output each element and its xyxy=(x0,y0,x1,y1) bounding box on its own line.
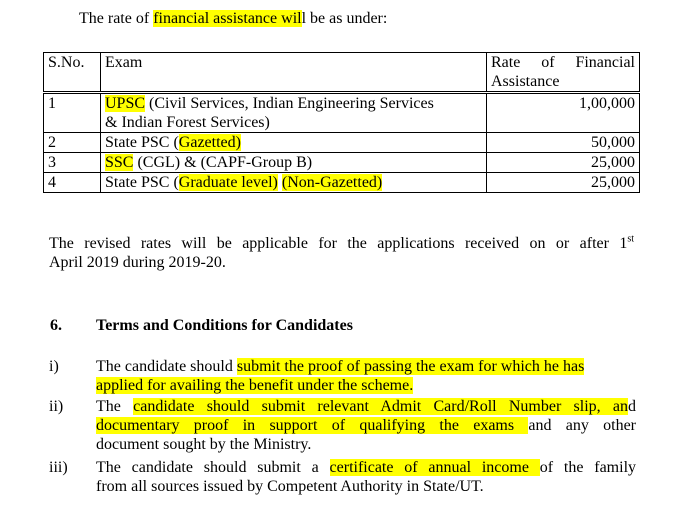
item-body xyxy=(96,458,636,496)
item-text: d xyxy=(628,398,637,415)
header-sno: S.No. xyxy=(44,53,101,93)
item-line xyxy=(96,416,636,435)
table-row xyxy=(44,173,640,193)
table-header-row xyxy=(44,53,640,93)
item-line xyxy=(96,376,636,395)
item-line: from all sources issued by Competent Authority in State/UT. xyxy=(96,478,484,495)
item-text: The xyxy=(96,398,134,415)
intro-text-before: The rate of xyxy=(79,10,154,27)
row-sno: 1 xyxy=(44,93,101,133)
item-line: document sought by the Ministry. xyxy=(96,436,312,453)
item-number: iii) xyxy=(49,459,68,476)
row-exam xyxy=(101,153,487,173)
row-sno: 2 xyxy=(44,133,101,153)
row-exam xyxy=(101,133,487,153)
item-number: i) xyxy=(49,358,59,375)
exam-text-line2: & Indian Forest Services) xyxy=(105,114,270,131)
revised-line-2: April 2019 during 2019-20. xyxy=(49,254,226,271)
intro-highlight: financial assistance wil xyxy=(153,10,302,27)
item-highlight: applied for availing the benefit under the scheme. xyxy=(96,377,414,394)
section-title: Terms and Conditions for Candidates xyxy=(96,317,353,334)
item-text: The candidate should submit a xyxy=(96,459,330,476)
item-line xyxy=(96,357,636,376)
revised-line-1 xyxy=(49,234,634,253)
table-row xyxy=(44,133,640,153)
item-line xyxy=(96,458,636,477)
item-body xyxy=(96,397,636,454)
table-row xyxy=(44,153,640,173)
row-exam xyxy=(101,93,487,133)
row-rate: 50,000 xyxy=(487,133,640,153)
header-rate: Rate of Financial Assistance xyxy=(487,53,640,93)
item-line xyxy=(96,397,636,416)
item-text: The candidate should xyxy=(96,358,237,375)
intro-sentence xyxy=(79,9,387,28)
exam-highlight: SSC xyxy=(105,154,134,171)
exam-text: State PSC ( xyxy=(105,134,179,151)
intro-text-after: l be as under: xyxy=(301,10,388,27)
row-sno: 4 xyxy=(44,173,101,193)
revised-text: The revised rates will be applicable for the applications received on or after 1 xyxy=(49,235,628,252)
item-highlight: certificate of annual income xyxy=(329,459,540,476)
row-rate: 25,000 xyxy=(487,153,640,173)
item-text: and any other xyxy=(528,417,637,434)
exam-highlight: Graduate level) xyxy=(178,174,278,191)
exam-highlight: Gazetted) xyxy=(178,134,241,151)
exam-highlight: (Non-Gazetted) xyxy=(281,174,383,191)
item-highlight: documentary proof in support of qualifying the exams xyxy=(96,417,529,434)
financial-assistance-table xyxy=(43,52,640,193)
exam-highlight: UPSC xyxy=(105,95,146,112)
row-rate: 1,00,000 xyxy=(487,93,640,133)
item-highlight: submit the proof of passing the exam for which he has xyxy=(236,358,585,375)
header-exam: Exam xyxy=(101,53,487,93)
item-highlight: candidate should submit relevant Admit Card/Roll Number slip, an xyxy=(133,398,629,415)
row-rate: 25,000 xyxy=(487,173,640,193)
row-sno: 3 xyxy=(44,153,101,173)
exam-text: State PSC ( xyxy=(105,174,179,191)
ordinal-suffix: st xyxy=(627,233,634,245)
item-text: of the family xyxy=(539,459,637,476)
row-exam xyxy=(101,173,487,193)
item-number: ii) xyxy=(49,398,64,415)
section-number: 6. xyxy=(50,317,62,334)
exam-text: (CGL) & (CAPF-Group B) xyxy=(133,154,313,171)
item-body xyxy=(96,357,636,395)
exam-text: (Civil Services, Indian Engineering Services xyxy=(145,95,434,112)
revised-rates-paragraph xyxy=(49,234,634,272)
table-row xyxy=(44,93,640,133)
